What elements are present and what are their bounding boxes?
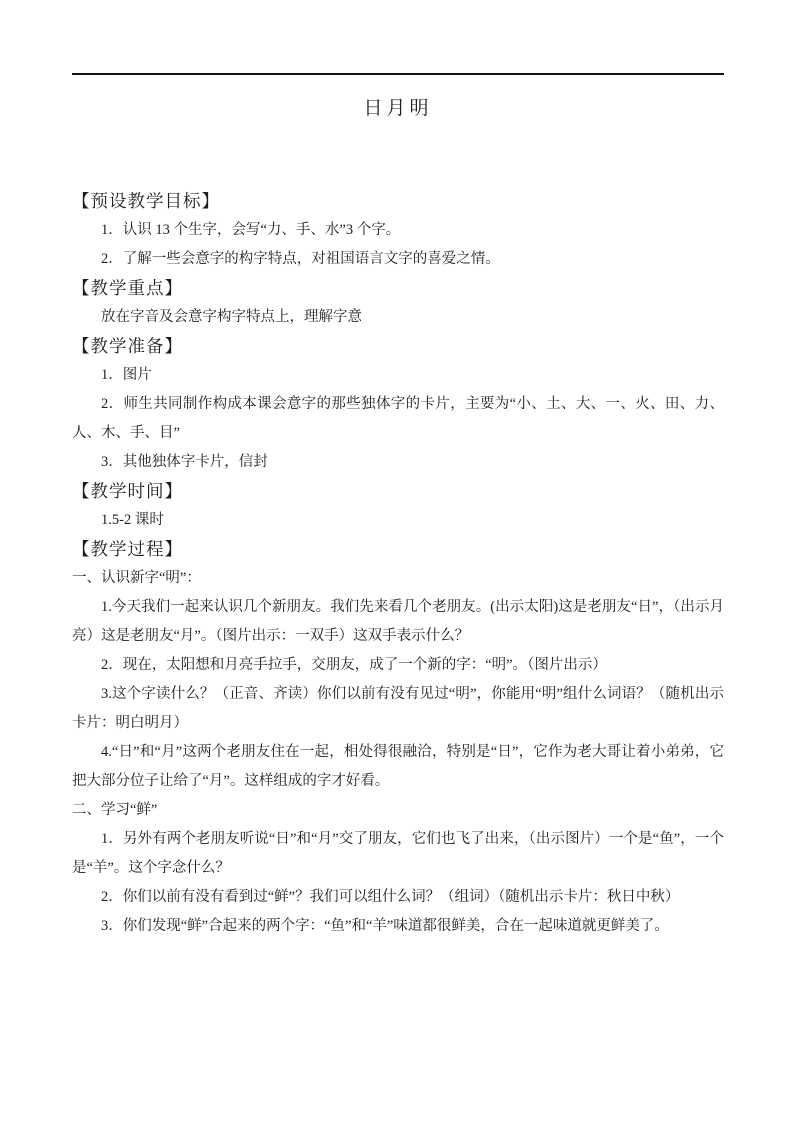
section-heading: 【教学过程】: [72, 539, 183, 559]
section-heading: 【教学重点】: [72, 278, 183, 298]
section-heading: 【教学准备】: [72, 336, 183, 356]
paragraph: 2．你们以前有没有看到过“鲜”？我们可以组什么词？（组词）（随机出示卡片：秋日中秋）: [101, 889, 680, 905]
paragraph: 1.5-2 课时: [101, 512, 164, 528]
section-heading: 【预设教学目标】: [72, 191, 220, 211]
document-title: 日月明: [363, 98, 433, 119]
document-body: [72, 187, 724, 941]
paragraph: 3.这个字读什么？（正音、齐读）你们以前有没有见过“明”，你能用“明”组什么词语？（随机出示卡片：明白明月）: [72, 686, 724, 731]
subsection-label: 二、学习“鲜”: [72, 802, 158, 818]
paragraph: 1．图片: [101, 367, 152, 383]
section-heading: 【教学时间】: [72, 481, 183, 501]
paragraph: 2．师生共同制作构成本课会意字的那些独体字的卡片，主要为“小、土、大、一、火、田、力、人、木、手、目”: [72, 396, 724, 441]
subsection-label: 一、认识新字“明”：: [72, 570, 201, 586]
paragraph: 2．了解一些会意字的构字特点，对祖国语言文字的喜爱之情。: [101, 251, 500, 267]
paragraph: 3．其他独体字卡片，信封: [101, 454, 268, 470]
paragraph: 1．另外有两个老朋友听说“日”和“月”交了朋友，它们也飞了出来，（出示图片）一个是“鱼”，一个是“羊”。这个字念什么？: [72, 831, 724, 876]
paragraph: 2．现在，太阳想和月亮手拉手，交朋友，成了一个新的字：“明”。（图片出示）: [101, 657, 607, 673]
header-rule: [72, 73, 724, 75]
paragraph: 放在字音及会意字构字特点上，理解字意: [101, 309, 362, 325]
paragraph: 1.今天我们一起来认识几个新朋友。我们先来看几个老朋友。(出示太阳)这是老朋友“日”，（出示月亮）这是老朋友“月”。（图片出示：一双手）这双手表示什么？: [72, 599, 724, 644]
paragraph: 3．你们发现“鲜”合起来的两个字：“鱼”和“羊”味道都很鲜美，合在一起味道就更鲜美了。: [101, 918, 669, 934]
paragraph: 4.“日”和“月”这两个老朋友住在一起，相处得很融洽，特别是“日”，它作为老大哥让着小弟弟，它把大部分位子让给了“月”。这样组成的字才好看。: [72, 744, 724, 789]
paragraph: 1．认识 13 个生字，会写“力、手、水”3 个字。: [101, 222, 401, 238]
